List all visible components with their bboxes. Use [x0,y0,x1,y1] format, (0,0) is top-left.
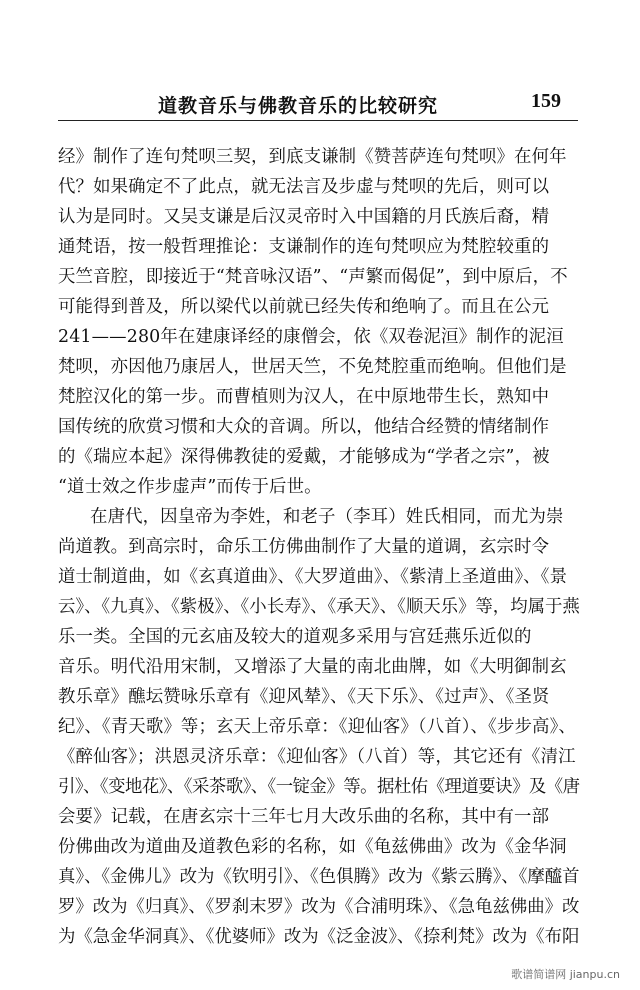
site-watermark: 歌谱简谱网 jianpu.cn [511,968,620,981]
text-line: 乐一类。全国的元玄庙及较大的道观多采用与宫廷燕乐近似的 [58,627,532,647]
page-number: 159 [531,90,561,112]
running-header-title: 道教音乐与佛教音乐的比较研究 [158,95,439,117]
text-line: 241——280年在建康译经的康僧会，依《双卷泥洹》制作的泥洹 [58,327,564,347]
text-line: 会要》记载，在唐玄宗十三年七月大改乐曲的名称，其中有一部 [58,807,550,827]
text-line: 云》、《九真》、《紫极》、《小长寿》、《承天》、《顺天乐》等，均属于燕 [58,597,580,617]
text-line: 国传统的欣赏习惯和大众的音调。所以，他结合经赞的情绪制作 [58,417,550,437]
text-line: 教乐章》醮坛赞咏乐章有《迎风辇》、《天下乐》、《过声》、《圣贤 [58,687,550,707]
text-line: 尚道教。到高宗时，命乐工仿佛曲制作了大量的道调，玄宗时令 [58,537,550,557]
text-line: 真》、《金佛儿》改为《钦明引》、《色俱腾》改为《紫云腾》、《摩醯首 [58,867,580,887]
text-line: 份佛曲改为道曲及道教色彩的名称，如《龟兹佛曲》改为《金华洞 [58,837,567,857]
text-line: 代？如果确定不了此点，就无法言及步虚与梵呗的先后，则可以 [58,177,550,197]
text-line: 《醉仙客》；洪恩灵济乐章：《迎仙客》（八首）等，其它还有《清江 [58,747,576,767]
text-line: 梵腔汉化的第一步。而曹植则为汉人，在中原地带生长，熟知中 [58,387,550,407]
text-line: “道士效之作步虚声”而传于后世。 [58,477,322,497]
text-line: 音乐。明代沿用宋制，又增添了大量的南北曲牌，如《大明御制玄 [58,657,567,677]
text-line: 梵呗，亦因他乃康居人，世居天竺，不免梵腔重而绝响。但他们是 [58,357,567,377]
header-rule [58,120,578,121]
text-line: 道士制道曲，如《玄真道曲》、《大罗道曲》、《紫清上圣道曲》、《景 [58,567,568,587]
text-line: 罗》改为《归真》、《罗刹末罗》改为《合浦明珠》、《急龟兹佛曲》改 [58,897,580,917]
text-line: 纪》、《青天歌》等；玄天上帝乐章：《迎仙客》（八首）、《步步高》、 [58,717,576,737]
text-line: 在唐代，因皇帝为李姓，和老子（李耳）姓氏相同，而尤为崇 [90,507,564,527]
text-line: 经》制作了连句梵呗三契，到底支谦制《赞菩萨连句梵呗》在何年 [58,147,567,167]
text-line: 认为是同时。又吴支谦是后汉灵帝时入中国籍的月氏族后裔，精 [58,207,550,227]
text-line: 引》、《变地花》、《采茶歌》、《一锭金》等。据杜佑《理道要诀》及《唐 [58,777,580,797]
text-line: 天竺音腔，即接近于“梵音咏汉语”、“声繁而偈促”，到中原后，不 [58,267,568,287]
text-line: 为《急金华洞真》、《优婆师》改为《泛金波》、《捺利梵》改为《布阳 [58,927,580,947]
text-line: 通梵语，按一般哲理推论：支谦制作的连句梵呗应为梵腔较重的 [58,237,550,257]
text-line: 可能得到普及，所以梁代以前就已经失传和绝响了。而且在公元 [58,297,550,317]
text-line: 的《瑞应本起》深得佛教徒的爱戴，才能够成为“学者之宗”，被 [58,447,550,467]
